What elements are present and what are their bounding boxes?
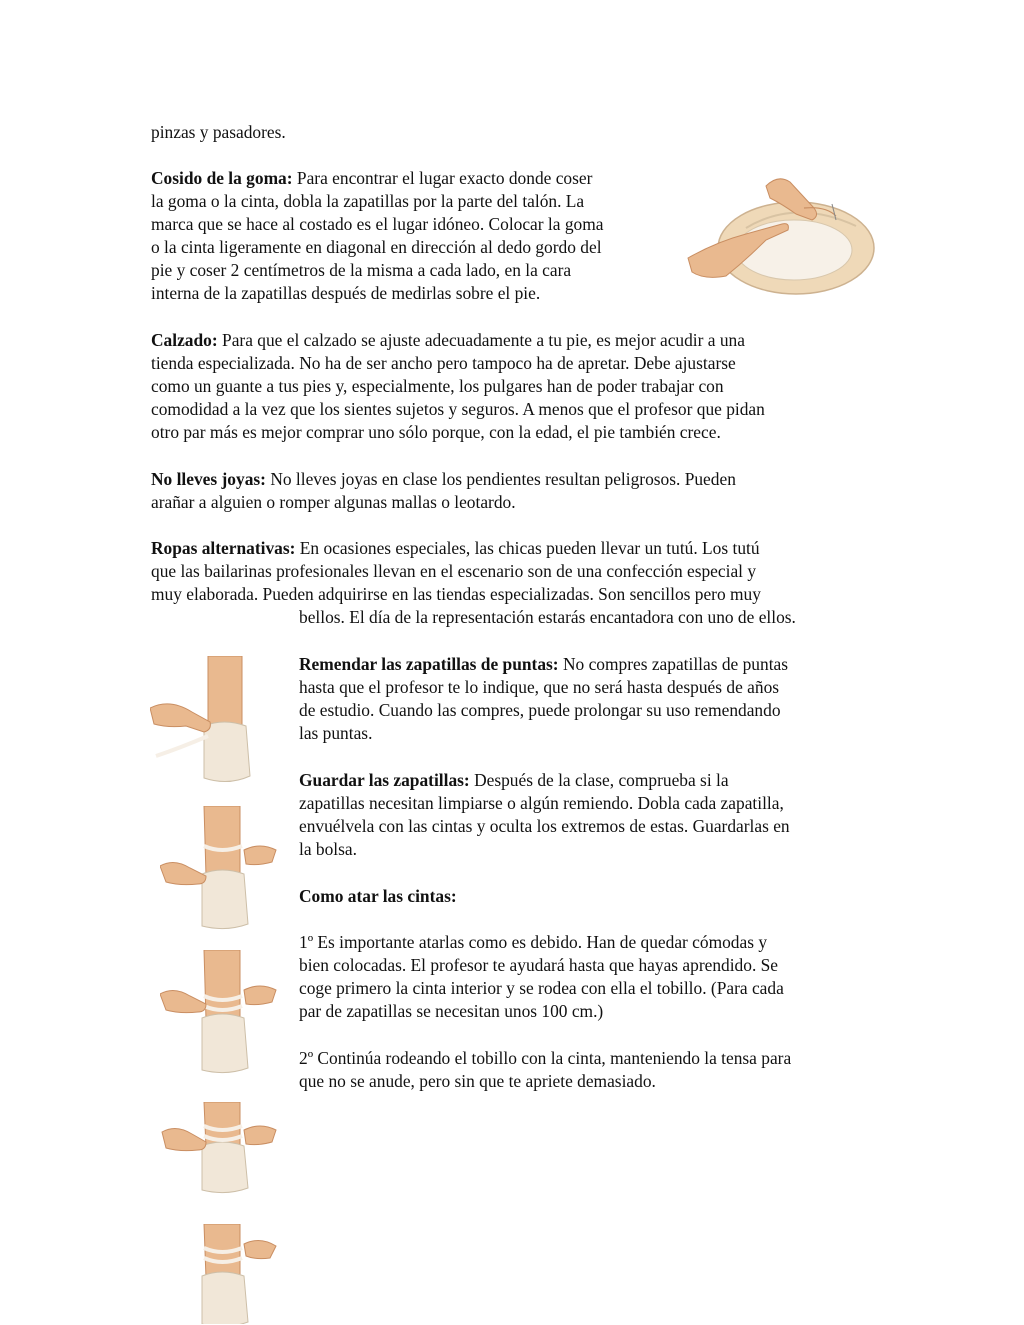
section-line: zapatillas necesitan limpiarse o algún remiendo. Dobla cada zapatilla,: [299, 793, 784, 813]
section-como-atar-las-cintas: [299, 885, 457, 908]
section-line: la goma o la cinta, dobla la zapatillas por la parte del talón. La: [151, 191, 585, 211]
section-line: arañar a alguien o romper algunas mallas o leotardo.: [151, 492, 516, 512]
section-cosido-de-la-goma: [151, 167, 686, 305]
ribbon-step-4-svg: [160, 1102, 280, 1194]
ribbon-step-1-illustration: [150, 656, 280, 786]
section-label: Remendar las zapatillas de puntas:: [299, 654, 559, 674]
section-line: No compres zapatillas de puntas: [562, 654, 789, 674]
step-1: [299, 931, 899, 1023]
step-line: par de zapatillas se necesitan unos 100 cm.): [299, 1001, 604, 1021]
section-line: que las bailarinas profesionales llevan en el escenario son de una confección especial y: [151, 561, 757, 581]
ribbon-step-3-illustration: [160, 950, 280, 1074]
ribbon-step-4-illustration: [160, 1102, 280, 1194]
section-calzado: [151, 329, 891, 444]
section-line: Para encontrar el lugar exacto donde coser: [296, 168, 593, 188]
section-line: En ocasiones especiales, las chicas pueden llevar un tutú. Los tutú: [299, 538, 760, 558]
section-no-lleves-joyas: [151, 468, 891, 514]
section-line: marca que se hace al costado es el lugar idóneo. Colocar la goma: [151, 214, 604, 234]
intro-line: [151, 121, 286, 144]
section-heading: Como atar las cintas:: [299, 886, 457, 906]
step-line: bien colocadas. El profesor te ayudará hasta que hayas aprendido. Se: [299, 955, 779, 975]
section-label: Cosido de la goma:: [151, 168, 293, 188]
section-line: de estudio. Cuando las compres, puede prolongar su uso remendando: [299, 700, 781, 720]
ribbon-step-2-illustration: [160, 806, 280, 930]
section-line: comodidad a la vez que los sientes sujetos y seguros. A menos que el profesor que pidan: [151, 399, 765, 419]
sewing-slipper-svg: [686, 168, 876, 302]
section-label: Ropas alternativas:: [151, 538, 296, 558]
ribbon-step-1-svg: [150, 656, 280, 786]
section-line: Para que el calzado se ajuste adecuadamente a tu pie, es mejor acudir a una: [222, 330, 745, 350]
sewing-slipper-illustration: [686, 168, 876, 302]
section-label: Calzado:: [151, 330, 218, 350]
section-line: bellos. El día de la representación estarás encantadora con uno de ellos.: [299, 607, 796, 627]
section-label: No lleves joyas:: [151, 469, 266, 489]
section-guardar-zapatillas: [299, 769, 899, 861]
ribbon-step-5-illustration: [160, 1224, 280, 1324]
section-remendar-zapatillas: [299, 653, 899, 745]
section-line: No lleves joyas en clase los pendientes resultan peligrosos. Pueden: [270, 469, 736, 489]
section-line: pie y coser 2 centímetros de la misma a cada lado, en la cara: [151, 260, 572, 280]
section-line: como un guante a tus pies y, especialmente, los pulgares han de poder trabajar con: [151, 376, 724, 396]
section-line: la bolsa.: [299, 839, 357, 859]
step-line: que no se anude, pero sin que te apriete demasiado.: [299, 1071, 656, 1091]
section-line: interna de la zapatillas después de medirlas sobre el pie.: [151, 283, 541, 303]
section-ropas-alternativas: [151, 537, 891, 629]
step-line: coge primero la cinta interior y se rodea con ella el tobillo. (Para cada: [299, 978, 784, 998]
section-line: hasta que el profesor te lo indique, que no será hasta después de años: [299, 677, 780, 697]
section-label: Guardar las zapatillas:: [299, 770, 470, 790]
step-line: 1º Es importante atarlas como es debido. Han de quedar cómodas y: [299, 932, 768, 952]
section-line: muy elaborada. Pueden adquirirse en las tiendas especializadas. Son sencillos pero muy: [151, 584, 761, 604]
section-line: o la cinta ligeramente en diagonal en dirección al dedo gordo del: [151, 237, 602, 257]
section-line: Después de la clase, comprueba si la: [474, 770, 729, 790]
section-line: las puntas.: [299, 723, 373, 743]
step-line: 2º Continúa rodeando el tobillo con la cinta, manteniendo la tensa para: [299, 1048, 792, 1068]
ribbon-step-2-svg: [160, 806, 280, 930]
ribbon-step-5-svg: [160, 1224, 280, 1324]
intro-text: pinzas y pasadores.: [151, 122, 286, 142]
section-line: tienda especializada. No ha de ser ancho pero tampoco ha de apretar. Debe ajustarse: [151, 353, 736, 373]
section-line: envuélvela con las cintas y oculta los extremos de estas. Guardarlas en: [299, 816, 790, 836]
ribbon-step-3-svg: [160, 950, 280, 1074]
section-line: otro par más es mejor comprar uno sólo porque, con la edad, el pie también crece.: [151, 422, 721, 442]
step-2: [299, 1047, 899, 1093]
